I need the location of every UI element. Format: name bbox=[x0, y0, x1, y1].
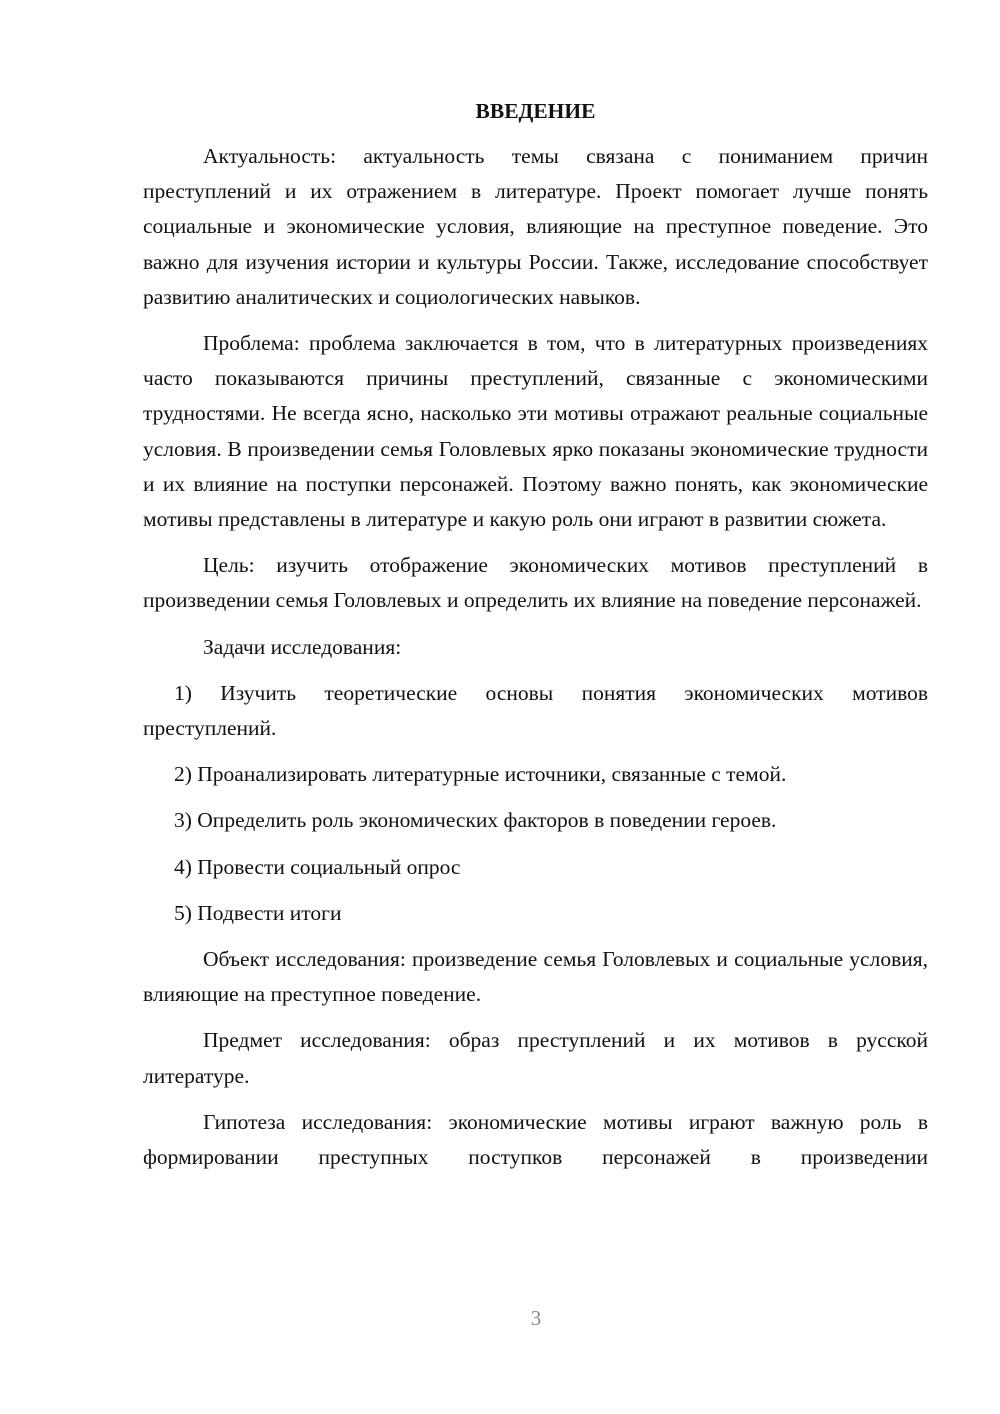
task-item-1: 1) Изучить теоретические основы понятия экономических мотивов преступлений. bbox=[143, 680, 928, 741]
goal-paragraph: Цель: изучить отображение экономических мотивов преступлений в произведении семья Головлевых и определить их влияние на поведение персонажей. bbox=[143, 553, 928, 613]
object-paragraph: Объект исследования: произведение семья Головлевых и социальные условия, влияющие на преступное поведение. bbox=[143, 947, 928, 1007]
problem-paragraph: Проблема: проблема заключается в том, что в литературных произведениях часто показываются причины преступлений, связанные с экономическими трудностями. Не всегда ясно, насколько эти мотивы отражают реальные социальные условия. В произведении семья Головлевых ярко показаны экономические трудности и их влияние на поступки персонажей. Поэтому важно понять, как экономические мотивы представлены в литературе и какую роль они играют в развитии сюжета. bbox=[143, 331, 928, 532]
task-item-4: 4) Провести социальный опрос bbox=[174, 854, 461, 879]
task-item-2: 2) Проанализировать литературные источники, связанные с темой. bbox=[174, 762, 787, 787]
task-item-5: 5) Подвести итоги bbox=[174, 900, 342, 925]
hypothesis-paragraph: Гипотеза исследования: экономические мотивы играют важную роль в формировании преступных поступков персонажей в произведении bbox=[143, 1109, 928, 1170]
page-content bbox=[143, 94, 928, 1186]
relevance-paragraph: Актуальность: актуальность темы связана с пониманием причин преступлений и их отражением в литературе. Проект помогает лучше понять социальные и экономические условия, влияющие на преступное поведение. Это важно для изучения истории и культуры России. Также, исследование способствует развитию аналитических и социологических навыков. bbox=[143, 144, 928, 309]
tasks-heading: Задачи исследования: bbox=[203, 634, 402, 659]
task-item-3: 3) Определить роль экономических факторов в поведении героев. bbox=[174, 808, 777, 833]
page-number: 3 bbox=[530, 1306, 542, 1330]
page-title: ВВЕДЕНИЕ bbox=[475, 99, 596, 123]
subject-paragraph: Предмет исследования: образ преступлений и их мотивов в русской литературе. bbox=[143, 1028, 928, 1088]
